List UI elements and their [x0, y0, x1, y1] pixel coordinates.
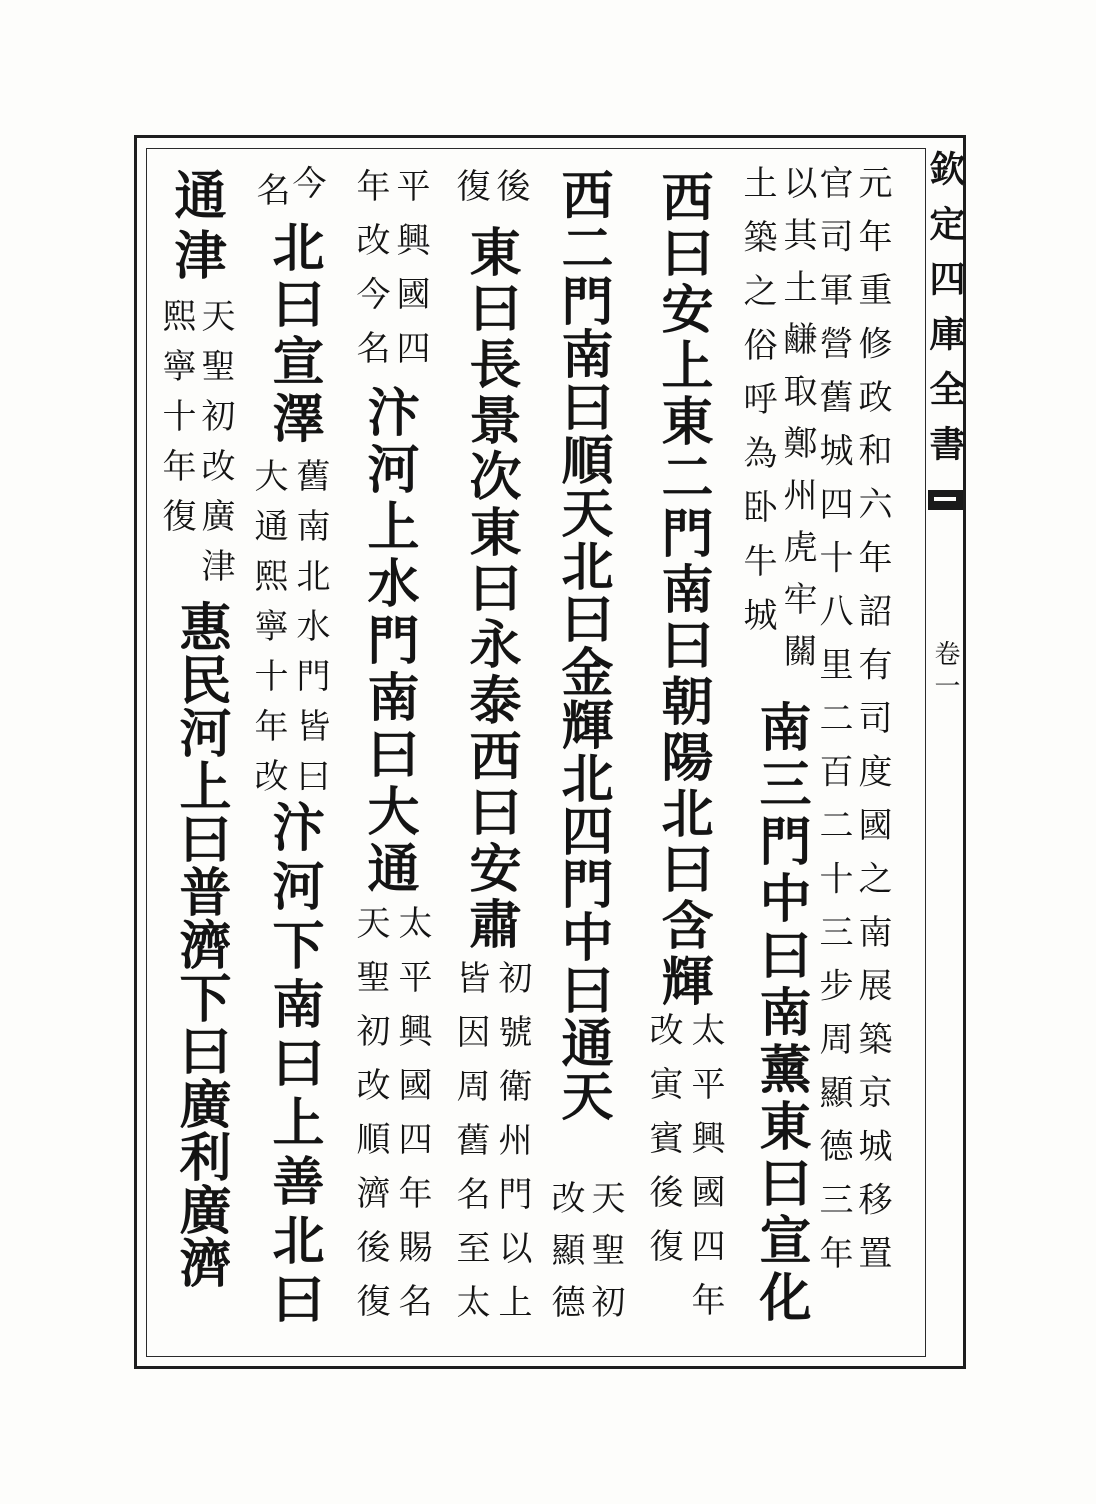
commentary-text: 天聖初 [585, 1180, 625, 1336]
commentary-text: 初號衛州門以上 [492, 960, 532, 1338]
commentary-text: 年改今名 [350, 168, 390, 384]
main-text: 通津 [165, 168, 226, 288]
commentary-text: 天聖初改順濟後復 [350, 905, 390, 1337]
commentary-text: 今 [286, 165, 326, 199]
main-text: 南三門中曰南薰東曰宣化 [750, 700, 811, 1327]
commentary-text: 復 [450, 168, 490, 202]
main-text: 東曰長景次東曰永泰西曰安肅 [460, 225, 521, 953]
commentary-text: 皆因周舊名至太 [450, 960, 490, 1338]
commentary-text: 改寅賓後復 [643, 1012, 683, 1282]
commentary-text: 平興國四 [390, 168, 430, 384]
main-text: 西曰安上東二門南曰朝陽北曰含輝 [652, 170, 713, 1010]
commentary-text: 官司軍營舊城四十八里二百二十三步周顯德三年 [813, 165, 853, 1289]
main-text: 汴河下南曰上善北曰 [263, 800, 324, 1331]
fish-tail-mark [928, 490, 963, 510]
commentary-text: 太平興國四年賜名 [392, 905, 432, 1337]
commentary-text: 名 [250, 172, 290, 206]
commentary-text: 太平興國四年 [685, 1012, 725, 1336]
commentary-text: 改顯德 [545, 1180, 585, 1336]
banner-volume: 卷一 [930, 640, 960, 704]
main-text: 西二門南曰順天北曰金輝北四門中曰通天 [552, 168, 613, 1122]
commentary-text: 熙寧十年復 [156, 298, 196, 548]
commentary-text: 舊南北水門皆曰 [290, 458, 330, 808]
main-text: 汴河上水門南曰大通 [358, 385, 419, 898]
commentary-text: 土築之俗呼為卧牛城 [737, 165, 777, 651]
main-text: 惠民河上曰普濟下曰廣利廣濟 [170, 600, 231, 1289]
commentary-text: 後 [490, 168, 530, 202]
commentary-text: 天聖初改廣津 [195, 298, 235, 598]
commentary-text: 以其土鹻取鄭州虎牢關 [777, 165, 817, 685]
banner-title: 欽定四庫全書 [924, 150, 966, 480]
commentary-text: 大通熙寧十年改 [248, 458, 288, 808]
main-text: 北曰宣澤 [263, 220, 324, 448]
commentary-text: 元年重修政和六年詔有司度國之南展築京城移置 [852, 165, 892, 1289]
